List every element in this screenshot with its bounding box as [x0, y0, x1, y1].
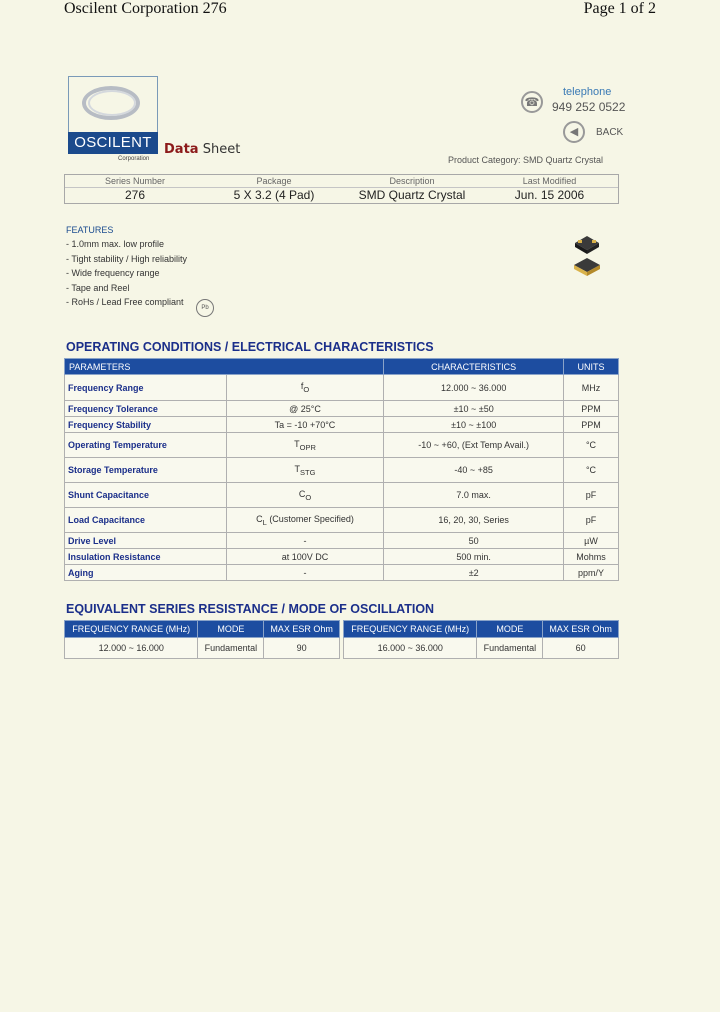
features-list	[66, 225, 187, 312]
description-label: Description	[389, 176, 435, 186]
param-name: Operating Temperature	[65, 433, 227, 458]
features-title: FEATURES	[66, 225, 114, 235]
esr-header-row	[65, 621, 340, 638]
param-symbol: at 100V DC	[226, 549, 384, 565]
param-value: 12.000 ~ 36.000	[384, 375, 564, 401]
param-name: Load Capacitance	[65, 508, 227, 533]
table-row	[65, 565, 619, 581]
logo-corporation: Corporation	[118, 156, 150, 162]
header-title: Oscilent Corporation 276	[64, 0, 227, 17]
table-row	[65, 549, 619, 565]
table-row	[65, 638, 340, 659]
param-symbol: $T_{STG}$	[226, 458, 384, 483]
back-link[interactable]: BACK	[596, 127, 624, 138]
param-unit: PPM	[564, 417, 619, 433]
param-name: Storage Temperature	[65, 458, 227, 483]
max-esr-header: MAX ESR Ohm	[264, 621, 340, 638]
telephone-label: telephone	[563, 86, 612, 98]
page-number: Page 1 of 2	[583, 0, 656, 17]
characteristics-header: CHARACTERISTICS	[384, 359, 564, 375]
max-esr-value: 60	[543, 638, 619, 659]
param-value: ±2	[384, 565, 564, 581]
logo-name: OSCILENT	[68, 132, 158, 154]
param-value: 50	[384, 533, 564, 549]
feature-item: - 1.0mm max. low profile	[66, 239, 165, 249]
param-name: Aging	[65, 565, 227, 581]
info-bar	[64, 174, 619, 204]
feature-item: - RoHs / Lead Free compliant	[66, 297, 184, 307]
rohs-icon: Pb	[196, 299, 214, 317]
crystal-package-icon	[570, 234, 604, 280]
mode-value: Fundamental	[198, 638, 264, 659]
table-row	[65, 458, 619, 483]
param-name: Frequency Range	[65, 375, 227, 401]
operating-section-title: OPERATING CONDITIONS / ELECTRICAL CHARACTERISTICS	[66, 340, 434, 354]
last-modified-value: Jun. 15 2006	[514, 188, 585, 202]
frequency-range-value: 12.000 ~ 16.000	[65, 638, 198, 659]
param-unit: Mohms	[564, 549, 619, 565]
param-unit: pF	[564, 508, 619, 533]
telephone-number[interactable]: 949 252 0522	[552, 100, 626, 114]
page-header	[0, 0, 720, 24]
table-row	[65, 533, 619, 549]
operating-header-row	[65, 359, 619, 375]
param-unit: °C	[564, 433, 619, 458]
param-name: Shunt Capacitance	[65, 483, 227, 508]
datasheet-title: Data Sheet	[164, 142, 241, 157]
param-value: 16, 20, 30, Series	[384, 508, 564, 533]
param-value: ±10 ~ ±50	[384, 401, 564, 417]
series-number-value: 276	[124, 188, 146, 202]
package-value: 5 X 3.2 (4 Pad)	[233, 188, 315, 202]
param-value: -40 ~ +85	[384, 458, 564, 483]
param-symbol: $C_L$ (Customer Specified)	[226, 508, 384, 533]
table-row	[65, 401, 619, 417]
last-modified-label: Last Modified	[522, 176, 577, 186]
back-icon[interactable]: ◀	[563, 121, 585, 143]
feature-item: - Tight stability / High reliability	[66, 253, 188, 264]
product-category: Product Category: SMD Quartz Crystal	[448, 155, 604, 165]
param-symbol: $C_O$	[226, 483, 384, 508]
parameters-header: PARAMETERS	[65, 359, 384, 375]
frequency-range-header: FREQUENCY RANGE (MHz)	[65, 621, 198, 638]
table-row	[65, 417, 619, 433]
table-row	[65, 483, 619, 508]
param-symbol: $T_{OPR}$	[226, 433, 384, 458]
feature-item: - Tape and Reel	[66, 282, 130, 293]
mode-header: MODE	[198, 621, 264, 638]
param-value: 7.0 max.	[384, 483, 564, 508]
table-row	[65, 375, 619, 401]
table-row	[65, 433, 619, 458]
param-unit: MHz	[564, 375, 619, 401]
mode-header: MODE	[477, 621, 543, 638]
param-value: 500 min.	[384, 549, 564, 565]
feature-item: - Wide frequency range	[66, 268, 160, 278]
param-symbol: @ 25°C	[226, 401, 384, 417]
units-header: UNITS	[564, 359, 619, 375]
param-name: Frequency Stability	[65, 417, 227, 433]
mode-value: Fundamental	[477, 638, 543, 659]
max-esr-value: 90	[264, 638, 340, 659]
table-row	[344, 638, 619, 659]
param-unit: PPM	[564, 401, 619, 417]
param-symbol: -	[226, 533, 384, 549]
param-name: Drive Level	[65, 533, 227, 549]
param-symbol: Ta = -10 +70°C	[226, 417, 384, 433]
series-number-label: Series Number	[104, 176, 166, 186]
esr-table-left	[64, 620, 340, 659]
param-name: Frequency Tolerance	[65, 401, 227, 417]
param-symbol: -	[226, 565, 384, 581]
frequency-range-value: 16.000 ~ 36.000	[344, 638, 477, 659]
param-unit: µW	[564, 533, 619, 549]
description-value: SMD Quartz Crystal	[358, 188, 466, 202]
package-label: Package	[256, 176, 292, 186]
company-logo	[68, 76, 158, 166]
param-unit: ppm/Y	[564, 565, 619, 581]
phone-icon[interactable]: ☎	[521, 91, 543, 113]
param-value: -10 ~ +60, (Ext Temp Avail.)	[384, 433, 564, 458]
param-value: ±10 ~ ±100	[384, 417, 564, 433]
table-row	[65, 508, 619, 533]
param-name: Insulation Resistance	[65, 549, 227, 565]
max-esr-header: MAX ESR Ohm	[543, 621, 619, 638]
frequency-range-header: FREQUENCY RANGE (MHz)	[344, 621, 477, 638]
operating-table	[64, 358, 619, 581]
esr-header-row	[344, 621, 619, 638]
param-unit: °C	[564, 458, 619, 483]
param-unit: pF	[564, 483, 619, 508]
param-symbol: $f_O$	[226, 375, 384, 401]
esr-table-right	[343, 620, 619, 659]
logo-ring-inner-icon	[88, 90, 136, 116]
esr-section-title: EQUIVALENT SERIES RESISTANCE / MODE OF OSCILLATION	[66, 602, 435, 616]
